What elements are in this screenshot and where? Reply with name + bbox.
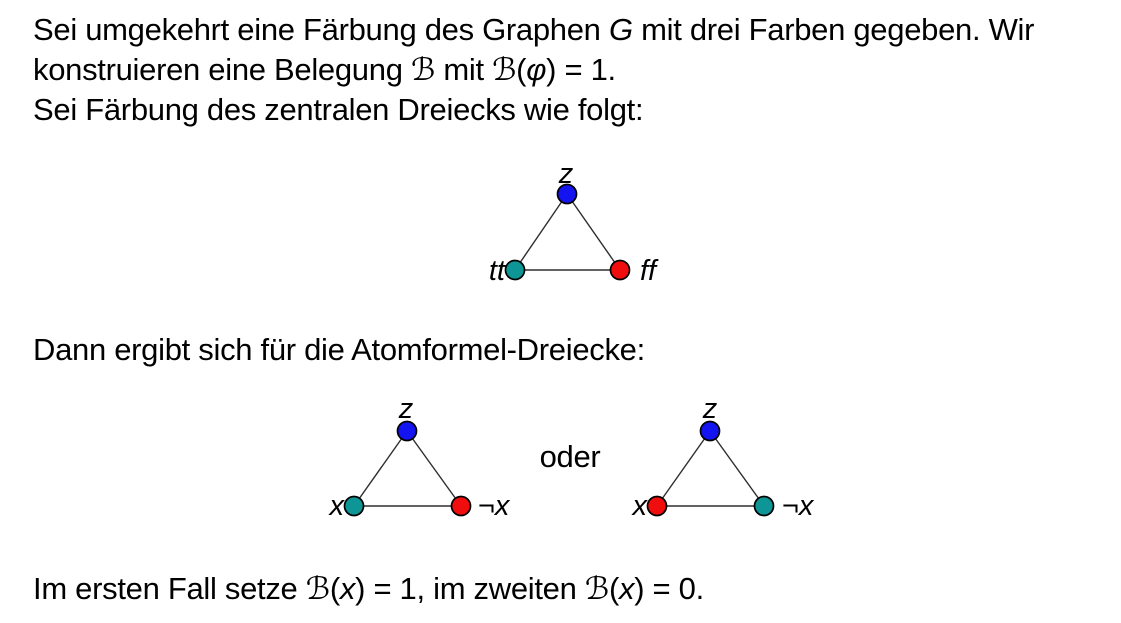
intro-line2-text-mid: mit xyxy=(435,52,493,87)
intro-line2-text-pre: konstruieren eine Belegung xyxy=(33,52,411,87)
case1-edge-z-notx xyxy=(407,431,461,506)
paren-open: ( xyxy=(329,571,340,606)
case2-edge-z-x xyxy=(657,431,710,506)
central-triangle-figure xyxy=(440,158,690,303)
central-vertex-tt xyxy=(506,261,525,280)
case2-vertex-notx-label: ¬x xyxy=(782,490,814,522)
case2-vertex-notx xyxy=(755,497,774,516)
math-var-G: G xyxy=(608,12,633,47)
intro-line1-text-pre: Sei umgekehrt eine Färbung des Graphen xyxy=(33,12,609,47)
conclusion-paragraph xyxy=(33,569,704,609)
mathcal-B: ℬ xyxy=(410,52,436,88)
case1-edge-z-x xyxy=(354,431,407,506)
case2-vertex-x-label: x xyxy=(632,490,647,522)
central-vertex-ff xyxy=(611,261,630,280)
case1-vertex-notx-label: ¬x xyxy=(478,490,510,522)
intro-line-3: Sei Färbung des zentralen Dreiecks wie folgt: xyxy=(33,92,644,127)
intro-line2-text-close: ) = 1. xyxy=(546,52,616,87)
intro-paragraph xyxy=(33,10,1034,130)
middle-paragraph: Dann ergibt sich für die Atomformel-Dreiecke: xyxy=(33,332,645,367)
mathcal-B: ℬ xyxy=(305,571,330,607)
paren-open: ( xyxy=(608,571,619,606)
case1-vertex-x xyxy=(345,497,364,516)
conclusion-text-mid: ) = 1, im zweiten xyxy=(355,571,585,606)
central-edge-z-tt xyxy=(515,194,567,270)
intro-line-1 xyxy=(33,10,1034,50)
case1-vertex-z-label: z xyxy=(398,393,414,425)
central-vertex-tt-label: tt xyxy=(488,255,505,287)
connector-text: oder xyxy=(539,439,601,474)
central-vertex-ff-label: ff xyxy=(640,255,657,287)
mathcal-B: ℬ xyxy=(492,52,517,88)
case1-vertex-notx xyxy=(452,497,471,516)
math-var-phi: φ xyxy=(526,52,547,87)
case2-vertex-x xyxy=(648,497,667,516)
case1-triangle-figure xyxy=(300,394,530,529)
case2-edge-z-notx xyxy=(710,431,764,506)
case2-triangle-figure xyxy=(600,394,830,529)
intro-line1-text-post: mit drei Farben gegeben. Wir xyxy=(632,12,1035,47)
case1-vertex-x-label: x xyxy=(329,490,344,522)
central-edge-z-ff xyxy=(567,194,620,270)
conclusion-text-post: ) = 0. xyxy=(634,571,704,606)
central-vertex-z-label: z xyxy=(558,158,574,190)
case2-vertex-z-label: z xyxy=(702,393,718,425)
intro-line-2 xyxy=(33,50,1034,90)
conclusion-text-pre: Im ersten Fall setze xyxy=(33,571,306,606)
math-var-x: x xyxy=(618,571,635,606)
paren-open: ( xyxy=(516,52,527,87)
mathcal-B: ℬ xyxy=(584,571,609,607)
math-var-x: x xyxy=(339,571,356,606)
